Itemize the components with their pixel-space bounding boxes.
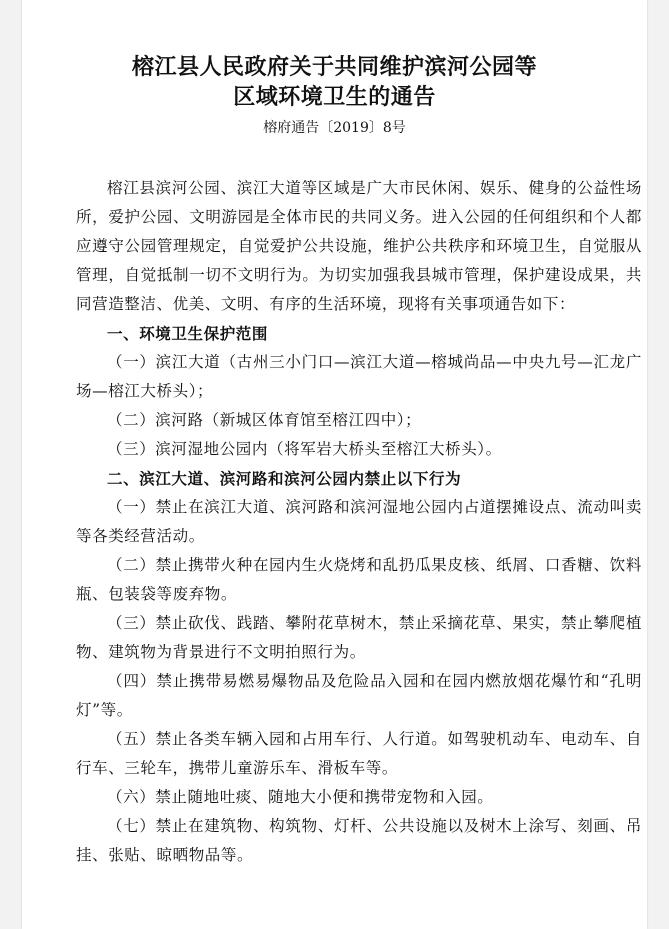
section2-item-4: （四）禁止携带易燃易爆物品及危险品入园和在园内燃放烟花爆竹和“孔明灯”等。 — [76, 672, 642, 719]
section1-item-2: （二）滨河路（新城区体育馆至榕江四中）； — [107, 411, 422, 429]
section1-item-1: （一）滨江大道（古州三小门口—滨江大道—榕城尚品—中央九号—汇龙广场—榕江大桥头）； — [76, 353, 642, 400]
section2-item-5: （五）禁止各类车辆入园和占用车行、人行道。如驾驶机动车、电动车、自行车、三轮车，携带儿童游乐车、滑板车等。 — [76, 730, 642, 777]
section2-item-6: （六）禁止随地吐痰、随地大小便和携带宠物和入园。 — [107, 788, 494, 806]
section2-item-1: （一）禁止在滨江大道、滨河路和滨河湿地公园内占道摆摊设点、流动叫卖等各类经营活动。 — [76, 498, 642, 545]
document-page — [22, 0, 647, 929]
document-title-line1: 榕江县人民政府关于共同维护滨河公园等 — [131, 54, 537, 80]
section1-heading: 一、环境卫生保护范围 — [107, 324, 269, 343]
document-title-line2: 区域环境卫生的通告 — [233, 84, 436, 110]
intro-paragraph: 榕江县滨河公园、滨江大道等区域是广大市民休闲、娱乐、健身的公益性场所，爱护公园、文明游园是全体市民的共同义务。进入公园的任何组织和个人都应遵守公园管理规定，自觉爱护公共设施，维护公共秩序和环境卫生，自觉服从管理，自觉抵制一切不文明行为。为切实加强我县城市管理，保护建设成果，共同营造整洁、优美、文明、有序的生活环境，现将有关事项通告如下： — [76, 179, 642, 313]
section1-item-3: （三）滨河湿地公园内（将军岩大桥头至榕江大桥头）。 — [107, 440, 502, 458]
document-number: 榕府通告〔2019〕8号 — [263, 120, 406, 136]
document-body — [76, 174, 642, 870]
section2-item-3: （三）禁止砍伐、践踏、攀附花草树木，禁止采摘花草、果实，禁止攀爬植物、建筑物为背景进行不文明拍照行为。 — [76, 614, 642, 661]
section2-item-2: （二）禁止携带火种在园内生火烧烤和乱扔瓜果皮核、纸屑、口香糖、饮料瓶、包装袋等废弃物。 — [76, 556, 642, 603]
section2-item-7: （七）禁止在建筑物、构筑物、灯杆、公共设施以及树木上涂写、刻画、吊挂、张贴、晾晒物品等。 — [76, 817, 642, 864]
section2-heading: 二、滨江大道、滨河路和滨河公园内禁止以下行为 — [107, 469, 462, 488]
